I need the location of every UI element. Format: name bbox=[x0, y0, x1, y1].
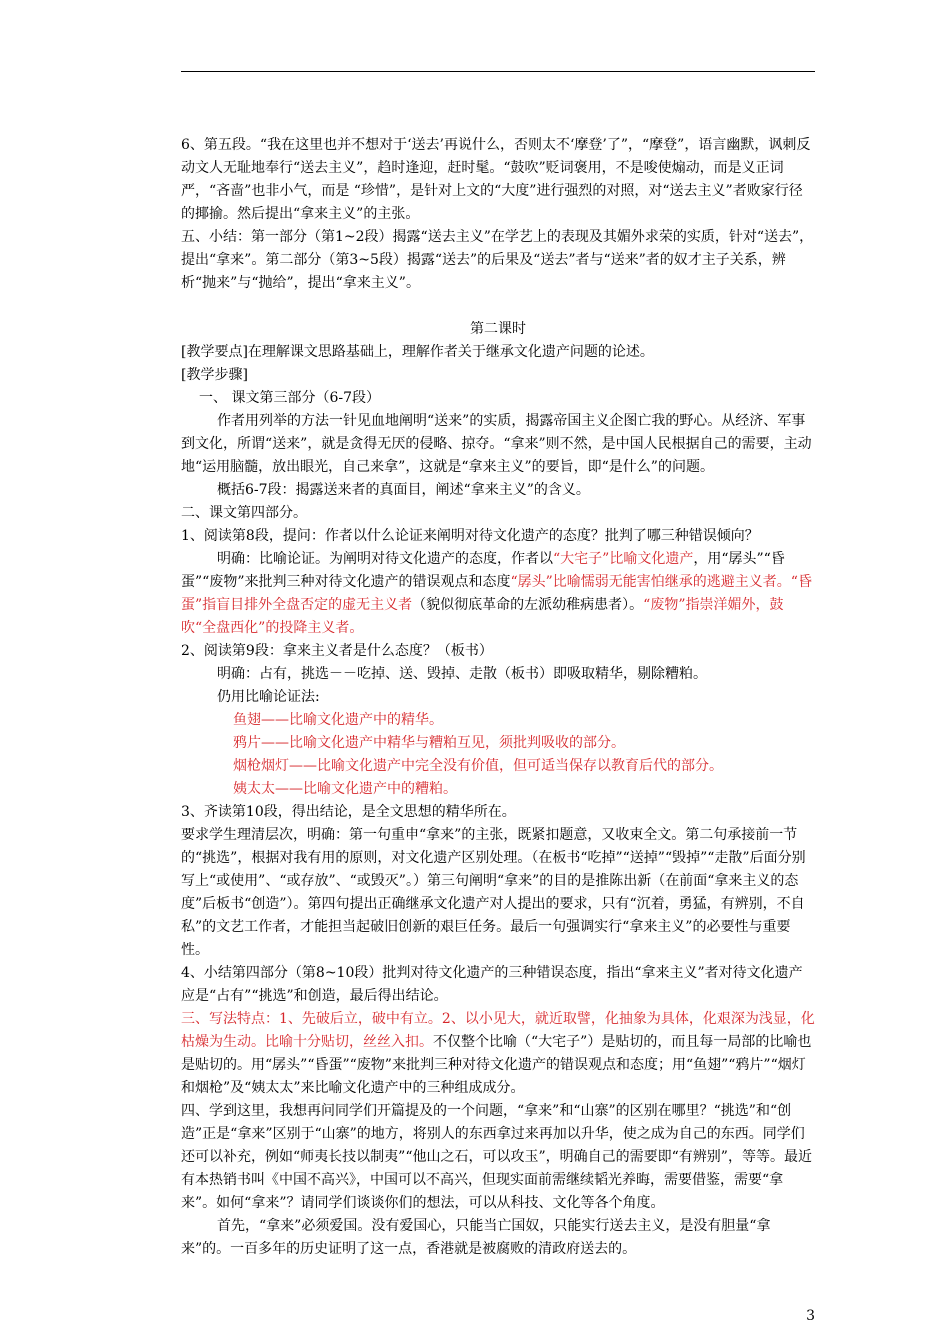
question-2: 2、阅读第9段：拿来主义者是什么态度？（板书） bbox=[181, 643, 493, 659]
answer-1-red-c: “废物”指崇洋媚外，鼓吹“全盘西化”的投降主义者。 bbox=[181, 597, 784, 636]
answer-1 bbox=[181, 548, 815, 640]
paragraph-section5: 6、第五段。“我在这里也并不想对于‘送去’再说什么，否则太不‘摩登’了”，“摩登”，语言幽默，讽刺反动文人无耻地奉行“送去主义”，趋时逢迎，赶时髦。“鼓吹”贬词褒用，不是唆使煽动，而是义正词严，“吝啬”也非小气，而是 “珍惜”，是针对上文的“大度”进行强烈的对照，对“送去主义”者败家行径的揶揄。然后提出“拿来主义”的主张。 bbox=[181, 137, 811, 222]
metaphor-item: 烟枪烟灯——比喻文化遗产中完全没有价值，但可适当保存以教育后代的部分。 bbox=[233, 758, 723, 774]
part3-body: 作者用列举的方法一针见血地阐明“送来”的实质，揭露帝国主义企图亡我的野心。从经济、军事到文化，所谓“送来”，就是贪得无厌的侵略、掠夺。“拿来”则不然，是中国人民根据自己的需要，主动地“运用脑髓，放出眼光，自己来拿”，这就是“拿来主义”的要旨，即“是什么”的问题。 bbox=[181, 413, 812, 475]
page-number: 3 bbox=[806, 1308, 815, 1324]
answer-2: 明确：占有，挑选－－吃掉、送、毁掉、走散（板书）即吸取精华，剔除糟粕。 bbox=[217, 666, 707, 682]
part3-summary: 概括6-7段：揭露送来者的真面目，阐述“拿来主义”的含义。 bbox=[217, 482, 590, 498]
answer-1-text-c: （貌似彻底革命的左派幼稚病患者）。 bbox=[412, 597, 644, 613]
question-3: 3、齐读第10段，得出结论，是全文思想的精华所在。 bbox=[181, 804, 516, 820]
answer-1-text-a: 明确：比喻论证。为阐明对待文化遗产的态度，作者以 bbox=[217, 551, 553, 567]
paragraph-summary5: 五、小结：第一部分（第1~2段）揭露“送去主义”在学艺上的表现及其媚外求荣的实质，针对“送去”，提出“拿来”。第二部分（第3~5段）揭露“送去”的后果及“送去”者与“送来”者的奴才主子关系，辨析“抛来”与“抛给”，提出“拿来主义”。 bbox=[181, 229, 814, 291]
part3-heading: 一、 课文第三部分（6-7段） bbox=[199, 390, 380, 406]
lesson-title: 第二课时 bbox=[470, 321, 526, 337]
writing-features bbox=[181, 1008, 815, 1100]
metaphor-item: 鸦片——比喻文化遗产中精华与糟粕互见，须批判吸收的部分。 bbox=[233, 735, 625, 751]
answer-3: 要求学生理清层次，明确：第一句重申“拿来”的主张，既紧扣题意，又收束全文。第二句承接前一节的“挑选”，根据对我有用的原则，对文化遗产区别处理。（在板书“吃掉”“送掉”“毁掉”“走散”后面分别写上“或使用”、“或存放”、“或毁灭”。）第三句阐明“拿来”的目的是推陈出新（在前面“拿来主义的态度”后板书“创造”）。第四句提出正确继承文化遗产对人提出的要求，只有“沉着，勇猛，有辨别，不自私”的文艺工作者，才能担当起破旧创新的艰巨任务。最后一句强调实行“拿来主义”的必要性与重要性。 bbox=[181, 827, 806, 958]
question-4: 4、小结第四部分（第8~10段）批判对待文化遗产的三种错误态度，指出“拿来主义”者对待文化遗产应是“占有”“挑选”和创造，最后得出结论。 bbox=[181, 965, 803, 1004]
discussion: 四、学到这里，我想再问同学们开篇提及的一个问题，“拿来”和“山寨”的区别在哪里？“挑选”和“创造”正是“拿来”区别于“山寨”的地方，将别人的东西拿过来再加以升华，使之成为自己的东西。同学们还可以补充，例如“师夷长技以制夷”“他山之石，可以攻玉”，明确自己的需要即“有辨别”，等等。最近有本热销书叫《中国不高兴》，中国可以不高兴，但现实面前需继续韬光养晦，需要借鉴，需要“拿来”。如何“拿来”？请同学们谈谈你们的想法，可以从科技、文化等各个角度。 bbox=[181, 1103, 812, 1211]
first-point: 首先，“拿来”必须爱国。没有爱国心，只能当亡国奴，只能实行送去主义，是没有胆量“拿来”的。一百多年的历史证明了这一点，香港就是被腐败的清政府送去的。 bbox=[181, 1218, 771, 1257]
question-1: 1、阅读第8段，提问：作者以什么论证来阐明对待文化遗产的态度？批判了哪三种错误倾向？ bbox=[181, 528, 759, 544]
part4-heading: 二、课文第四部分。 bbox=[181, 505, 307, 521]
metaphor-item: 鱼翅——比喻文化遗产中的精华。 bbox=[233, 712, 443, 728]
header-rule bbox=[181, 71, 815, 72]
writing-rest: 不仅整个比喻（“大宅子”）是贴切的，而且每一局部的比喻也是贴切的。用“孱头”“昏蛋”“废物”来批判三种对待文化遗产的错误观点和态度；用“鱼翅”“鸦片”“烟灯和烟枪”及“姨太太”来比喻文化遗产中的三种组成成分。 bbox=[181, 1034, 812, 1096]
answer-1-red-b: “孱头”比喻懦弱无能害怕继承的逃避主义者。“昏蛋”指盲目排外全盘否定的虚无主义者 bbox=[181, 574, 812, 613]
answer-1-red-a: “大宅子”比喻文化遗产 bbox=[553, 551, 694, 567]
page-content bbox=[181, 134, 815, 1261]
steps-label: [教学步骤] bbox=[181, 367, 248, 383]
answer-2-method: 仍用比喻论证法: bbox=[217, 689, 320, 705]
writing-points: 1、先破后立，破中有立。2、以小见大，就近取譬，化抽象为具体，化艰深为浅显，化枯燥为生动。比喻十分贴切，丝丝入扣。 bbox=[181, 1011, 815, 1050]
metaphor-item: 姨太太——比喻文化遗产中的糟粕。 bbox=[233, 781, 457, 797]
writing-heading: 三、写法特点： bbox=[181, 1011, 279, 1027]
answer-1-text-b: ，用“孱头”“昏蛋”“废物”来批判三种对待文化遗产的错误观点和态度 bbox=[181, 551, 785, 590]
key-points: [教学要点]在理解课文思路基础上，理解作者关于继承文化遗产问题的论述。 bbox=[181, 344, 654, 360]
